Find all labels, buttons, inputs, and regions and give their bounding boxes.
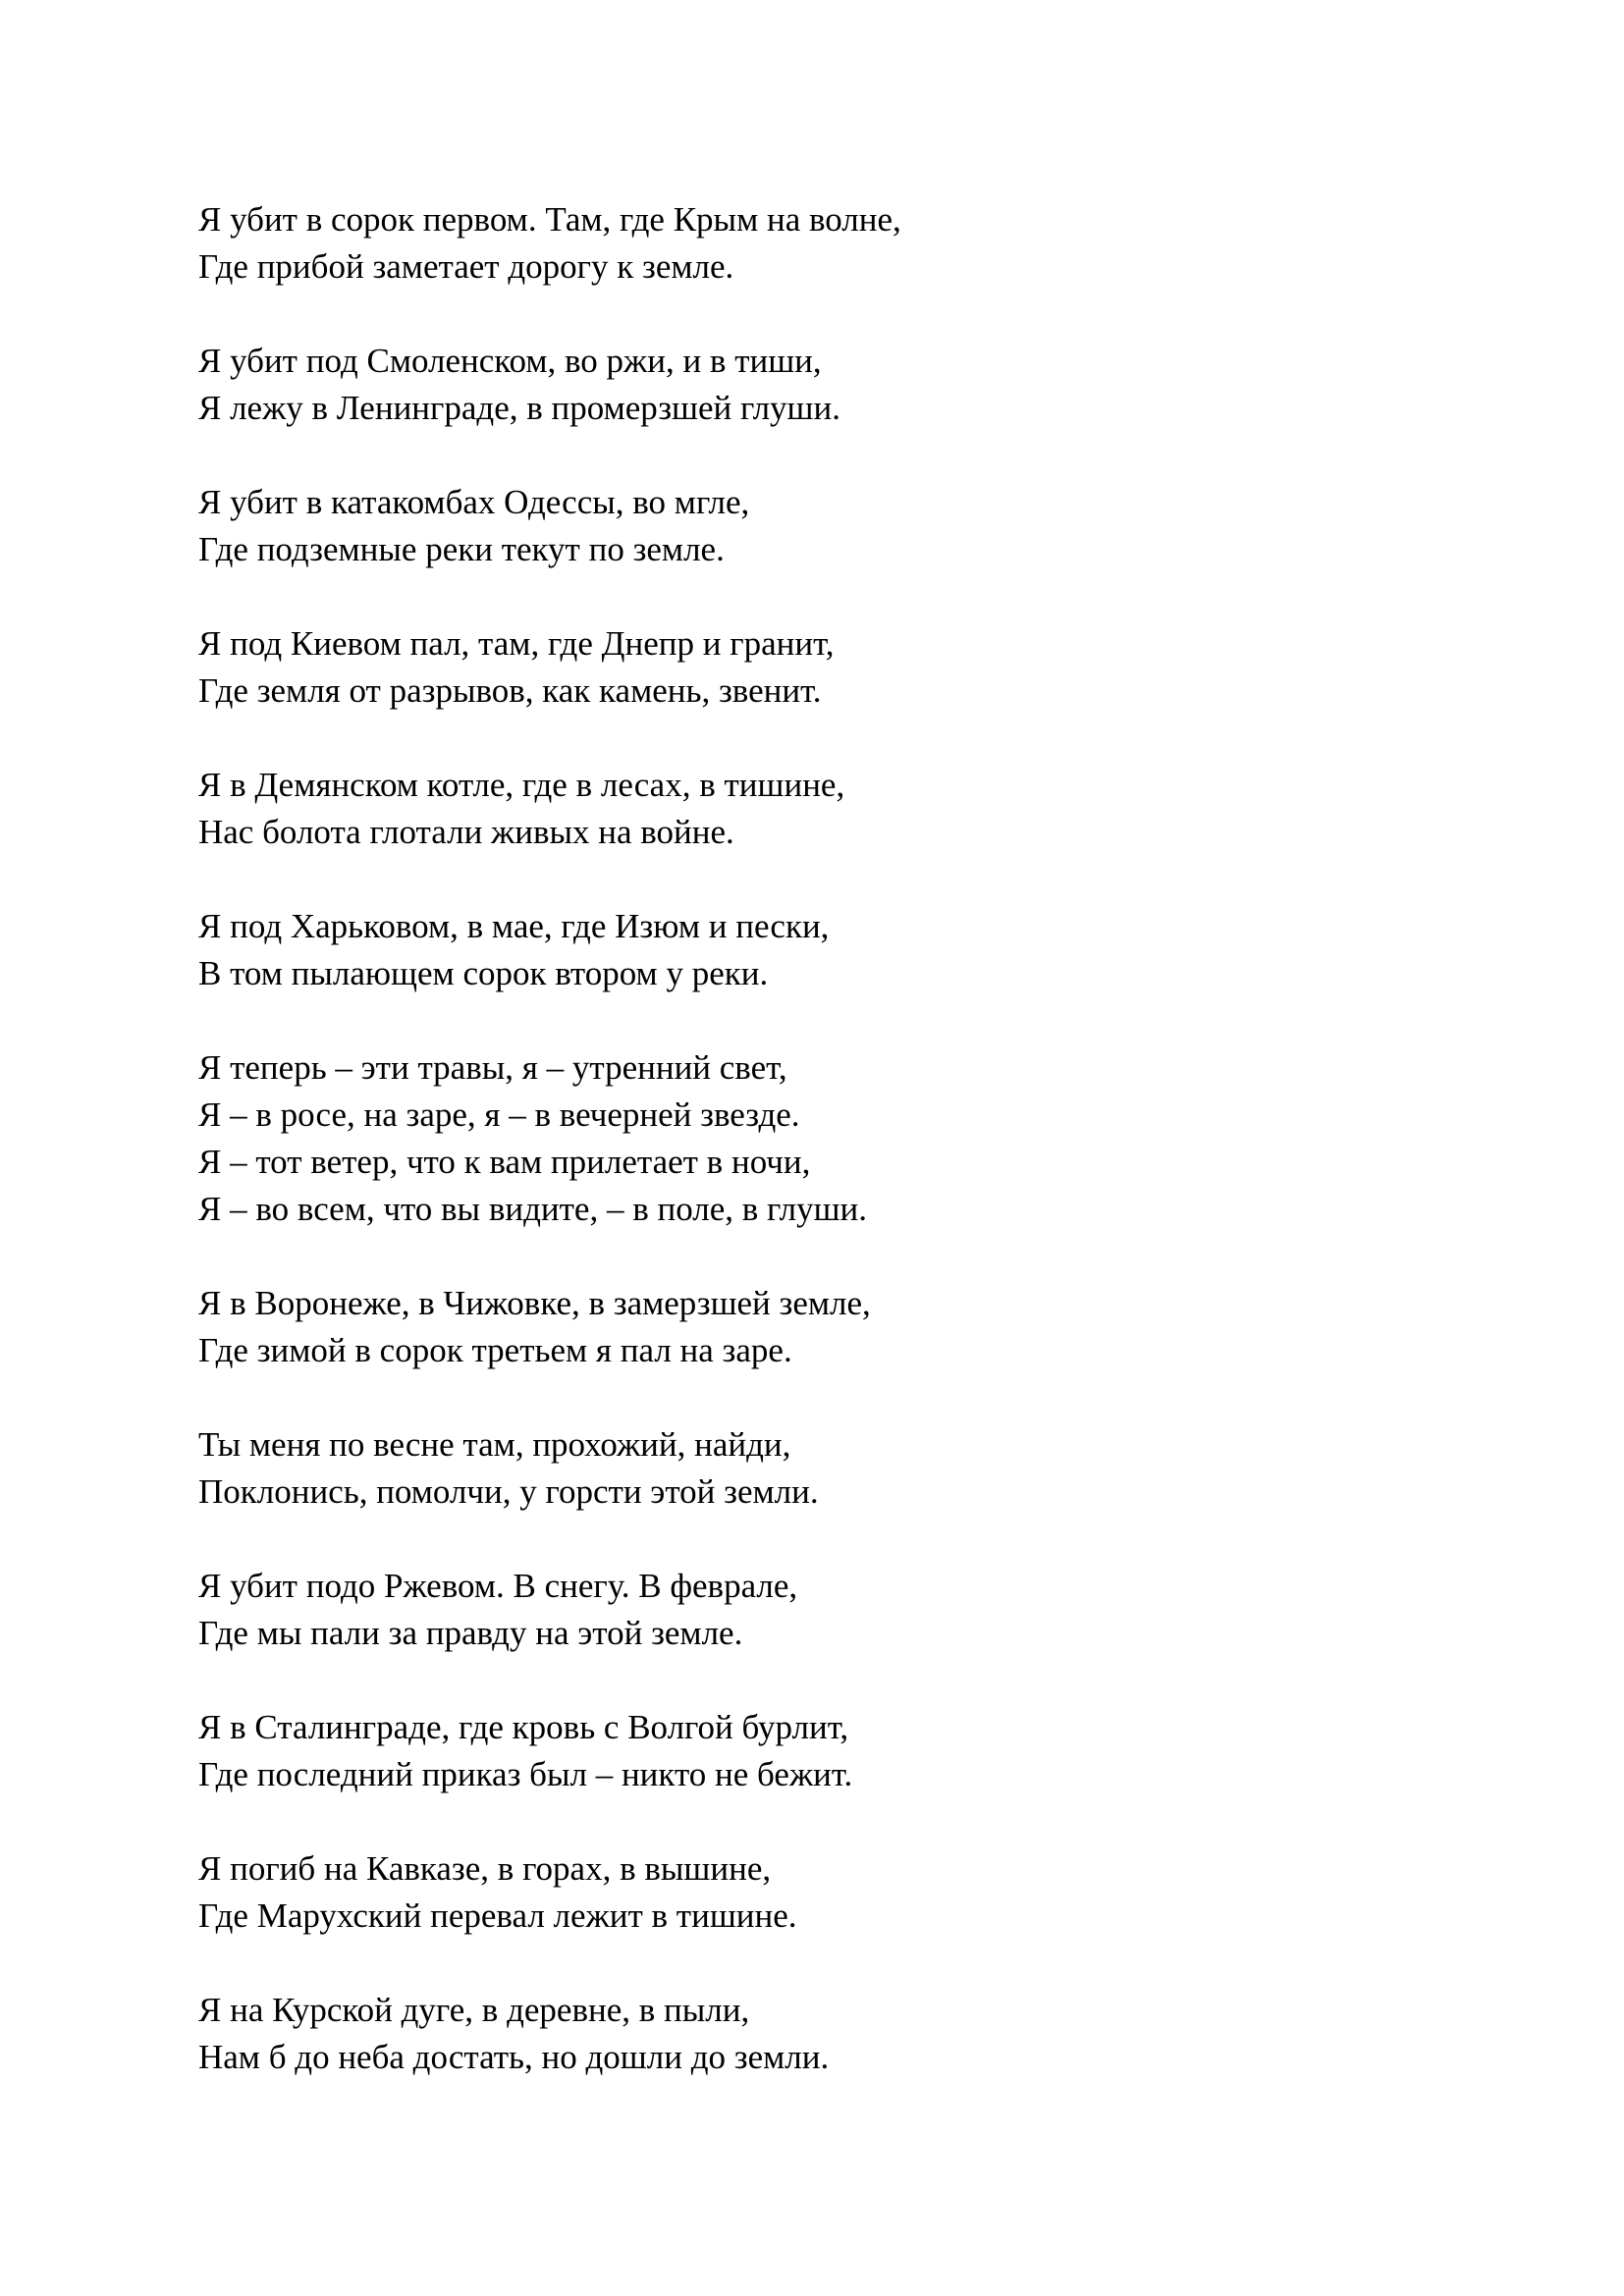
poem-line: Нас болота глотали живых на войне. bbox=[198, 813, 734, 851]
poem-line: Где земля от разрывов, как камень, звенит. bbox=[198, 671, 822, 710]
poem-line: Нам б до неба достать, но дошли до земли. bbox=[198, 2038, 830, 2076]
stanza bbox=[198, 762, 1475, 856]
stanza bbox=[198, 1704, 1475, 1798]
stanza bbox=[198, 1987, 1475, 2081]
poem-line: Я – в росе, на заре, я – в вечерней звезде. bbox=[198, 1095, 800, 1134]
poem-line: Я – тот ветер, что к вам прилетает в ночи, bbox=[198, 1143, 811, 1181]
stanza bbox=[198, 903, 1475, 997]
stanza bbox=[198, 1421, 1475, 1516]
poem-line: Я лежу в Ленинграде, в промерзшей глуши. bbox=[198, 389, 840, 427]
poem-line: Где Марухский перевал лежит в тишине. bbox=[198, 1896, 797, 1935]
stanza bbox=[198, 1280, 1475, 1374]
poem-line: Поклонись, помолчи, у горсти этой земли. bbox=[198, 1472, 819, 1511]
poem-line: Я под Киевом пал, там, где Днепр и гранит, bbox=[198, 624, 835, 663]
poem-text bbox=[198, 196, 1475, 2128]
poem-line: Я в Сталинграде, где кровь с Волгой бурлит, bbox=[198, 1708, 849, 1746]
poem-line: Ты меня по весне там, прохожий, найди, bbox=[198, 1425, 791, 1464]
poem-line: Я под Харьковом, в мае, где Изюм и пески, bbox=[198, 907, 830, 945]
stanza bbox=[198, 1044, 1475, 1233]
poem-line: Я теперь – эти травы, я – утренний свет, bbox=[198, 1048, 787, 1087]
poem-line: Я в Демянском котле, где в лесах, в тишине, bbox=[198, 766, 845, 804]
poem-line: Где прибой заметает дорогу к земле. bbox=[198, 247, 734, 286]
poem-line: В том пылающем сорок втором у реки. bbox=[198, 954, 769, 992]
poem-line: Я погиб на Кавказе, в горах, в вышине, bbox=[198, 1849, 772, 1888]
poem-line: Я убит под Смоленском, во ржи, и в тиши, bbox=[198, 342, 822, 380]
stanza bbox=[198, 338, 1475, 432]
stanza bbox=[198, 196, 1475, 291]
poem-line: Где зимой в сорок третьем я пал на заре. bbox=[198, 1331, 792, 1369]
poem-line: Я убит в сорок первом. Там, где Крым на волне, bbox=[198, 200, 901, 239]
poem-line: Я – во всем, что вы видите, – в поле, в глуши. bbox=[198, 1190, 867, 1228]
poem-line: Где последний приказ был – никто не бежит. bbox=[198, 1755, 853, 1793]
stanza bbox=[198, 1563, 1475, 1657]
poem-line: Я на Курской дуге, в деревне, в пыли, bbox=[198, 1991, 750, 2029]
poem-line: Где подземные реки текут по земле. bbox=[198, 530, 725, 568]
stanza bbox=[198, 1845, 1475, 1940]
poem-line: Где мы пали за правду на этой земле. bbox=[198, 1614, 743, 1652]
poem-line: Я убит в катакомбах Одессы, во мгле, bbox=[198, 483, 750, 521]
stanza bbox=[198, 620, 1475, 715]
stanza bbox=[198, 479, 1475, 573]
poem-line: Я убит подо Ржевом. В снегу. В феврале, bbox=[198, 1567, 798, 1605]
poem-line: Я в Воронеже, в Чижовке, в замерзшей земле, bbox=[198, 1284, 871, 1322]
